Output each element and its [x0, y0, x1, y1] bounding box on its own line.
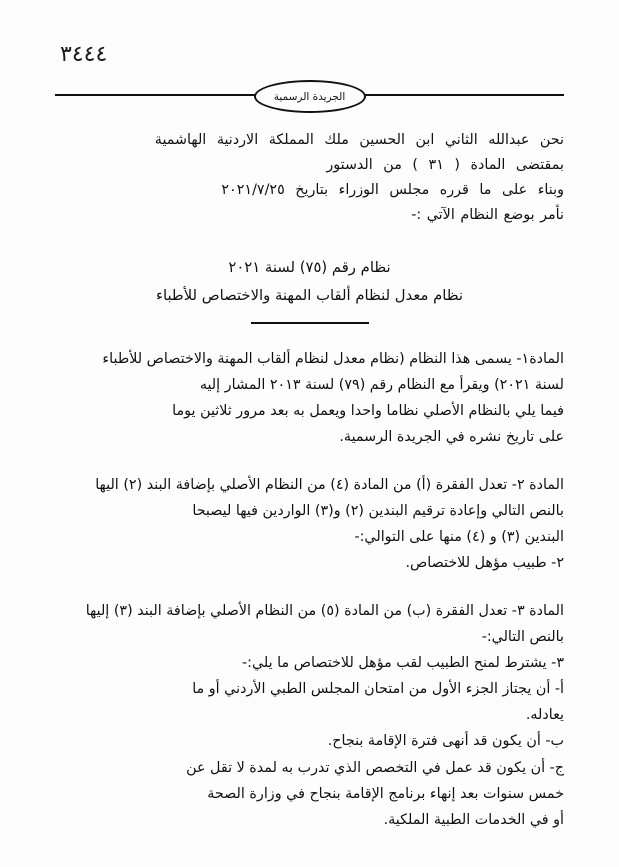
regulation-title-line-1: نظام رقم (٧٥) لسنة ٢٠٢١	[228, 259, 391, 277]
article-3-item-4: ب- أن يكون قد أنهى فترة الإقامة بنجاح.	[327, 733, 564, 750]
article-3-item-6: خمس سنوات بعد إنهاء برنامج الإقامة بنجاح في وزارة الصحة	[207, 785, 564, 802]
article-2-line-3: البندين (٣) و (٤) منها على التوالي:-	[354, 529, 564, 546]
article-1-line-4: على تاريخ نشره في الجريدة الرسمية.	[339, 429, 564, 446]
article-1-line-3: فيما يلي بالنظام الأصلي نظاما واحدا ويعمل به بعد مرور ثلاثين يوما	[172, 403, 564, 420]
article-1	[55, 346, 564, 450]
article-3	[55, 598, 564, 832]
preamble-line-3: وبناء على ما قرره مجلس الوزراء بتاريخ ٢٠٢١/٧/٢٥	[221, 182, 564, 199]
masthead	[55, 80, 564, 110]
article-3-item-1: ٣- يشترط لمنح الطبيب لقب مؤهل للاختصاص ما يلي:-	[242, 655, 564, 672]
title-divider	[251, 322, 369, 324]
preamble-line-1: نحن عبدالله الثاني ابن الحسين ملك المملكة الاردنية الهاشمية	[154, 132, 564, 148]
article-2	[55, 472, 564, 576]
article-3-item-2: أ- أن يجتاز الجزء الأول من امتحان المجلس الطبي الأردني أو ما	[192, 681, 564, 698]
masthead-badge	[254, 80, 366, 113]
regulation-title	[55, 254, 564, 324]
article-2-item-1: ٢- طبيب مؤهل للاختصاص.	[405, 555, 564, 572]
article-3-item-7: أو في الخدمات الطبية الملكية.	[383, 811, 564, 828]
article-1-line-2: لسنة ٢٠٢١) ويقرأ مع النظام رقم (٧٩) لسنة ٢٠١٣ المشار إليه	[199, 377, 564, 394]
regulation-title-line-2: نظام معدل لنظام ألقاب المهنة والاختصاص للأطباء	[155, 287, 464, 305]
royal-preamble	[55, 128, 564, 228]
article-2-line-1: المادة ٢- تعدل الفقرة (أ) من المادة (٤) من النظام الأصلي بإضافة البند (٢) اليها	[95, 477, 564, 494]
preamble-line-4: نأمر بوضع النظام الآتي :-	[411, 207, 564, 224]
article-1-line-1: المادة١- يسمى هذا النظام (نظام معدل لنظام ألقاب المهنة والاختصاص للأطباء	[102, 351, 564, 368]
article-3-line-1: المادة ٣- تعدل الفقرة (ب) من المادة (٥) من النظام الأصلي بإضافة البند (٣) إليها	[85, 603, 564, 620]
article-3-item-3: يعادله.	[525, 707, 564, 724]
masthead-label: الجريدة الرسمية	[273, 90, 346, 103]
page-number: ٣٤٤٤	[60, 42, 108, 67]
article-3-line-2: بالنص التالي:-	[481, 629, 564, 646]
article-3-item-5: ج- أن يكون قد عمل في التخصص الذي تدرب به لمدة لا تقل عن	[186, 759, 564, 776]
article-2-line-2: بالنص التالي وإعادة ترقيم البندين (٢) و(٣) الواردين فيها ليصبحا	[192, 503, 564, 520]
preamble-line-2: بمقتضى المادة ( ٣١ ) من الدستور	[326, 157, 564, 174]
